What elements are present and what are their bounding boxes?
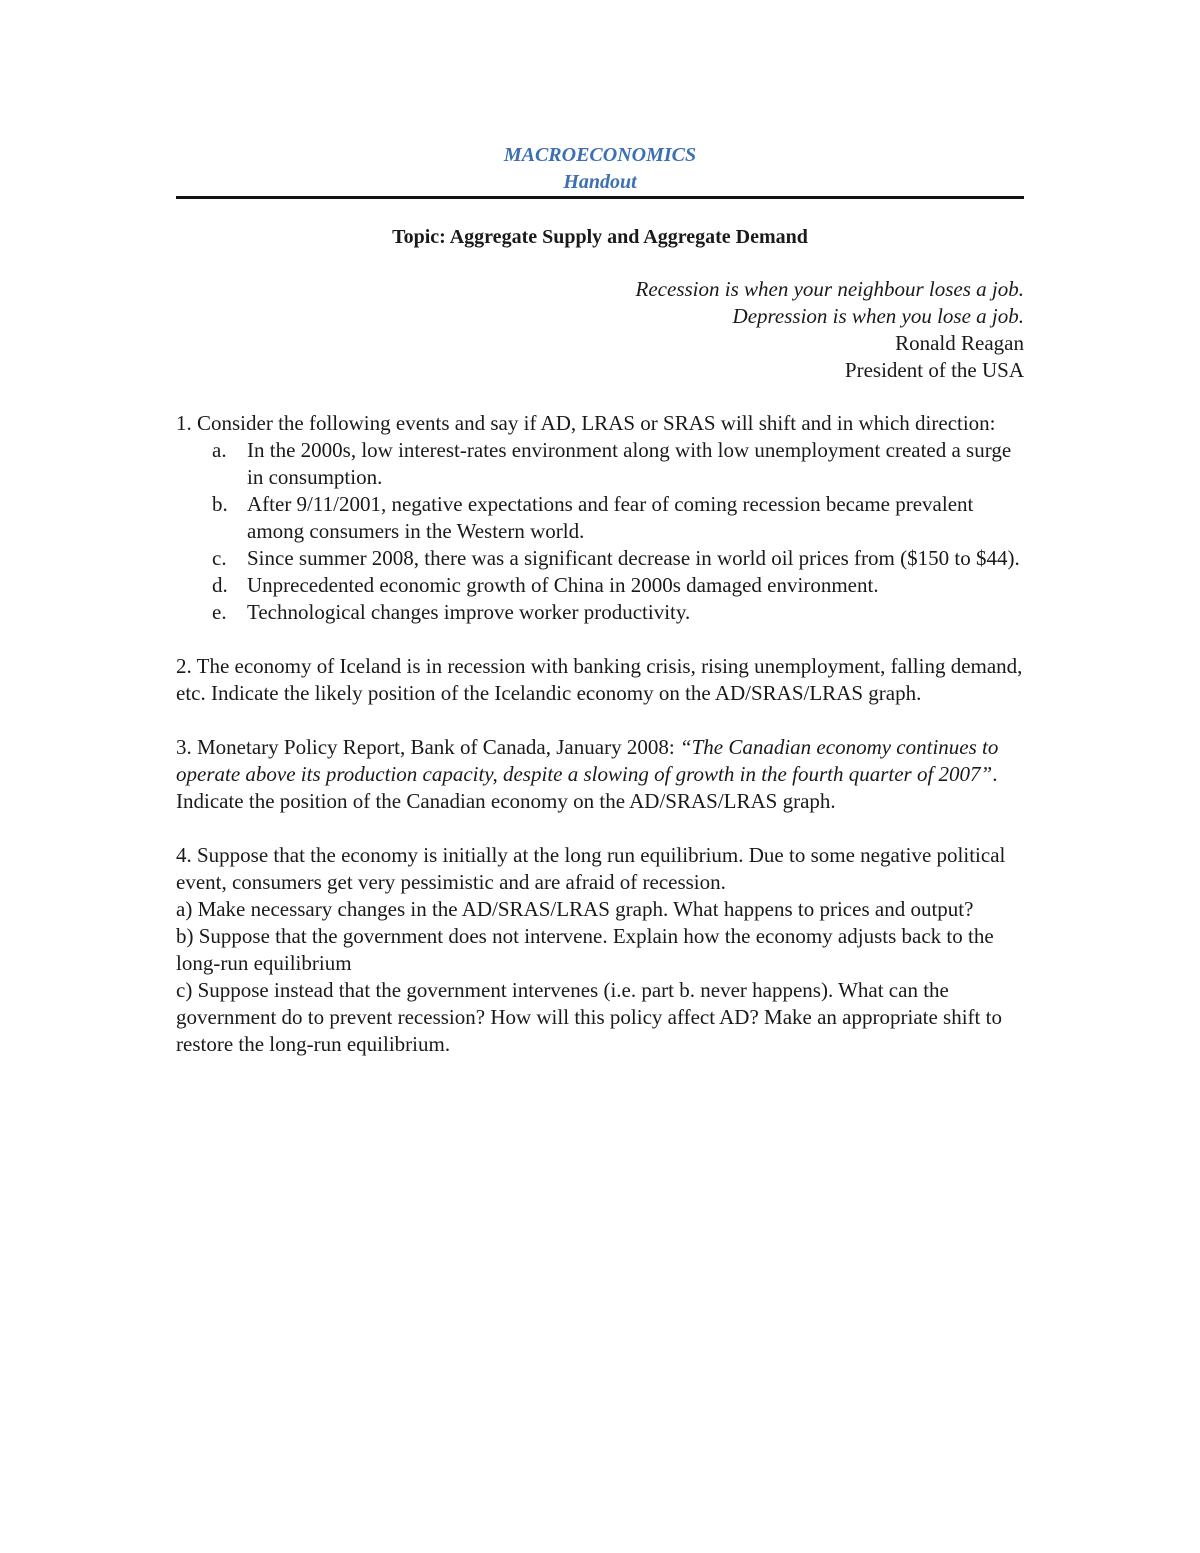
item-label: a.: [212, 438, 227, 462]
quote-author-role: President of the USA: [844, 358, 1024, 382]
quote-line-1: Recession is when your neighbour loses a job.: [635, 277, 1024, 301]
header-divider: [176, 196, 1024, 199]
question-1-items: [176, 437, 1024, 626]
question-4-part-b: b) Suppose that the government does not intervene. Explain how the economy adjusts back to the long-run equilibrium: [176, 924, 994, 975]
item-text: Unprecedented economic growth of China in 2000s damaged environment.: [247, 573, 879, 597]
item-label: c.: [212, 546, 227, 570]
item-label: d.: [212, 573, 228, 597]
quote-author: Ronald Reagan: [895, 331, 1024, 355]
question-3-quote: “The Canadian economy continues to operate above its production capacity, despite a slowing of growth in the fourth quarter of 2007”: [176, 735, 999, 786]
handout-subtitle: Handout: [563, 171, 637, 193]
question-4-stem: 4. Suppose that the economy is initially at the long run equilibrium. Due to some negative political event, consumers get very pessimistic and are afraid of recession.: [176, 843, 1006, 894]
item-text: In the 2000s, low interest-rates environment along with low unemployment created a surge in consumption.: [247, 438, 1012, 489]
list-item: [176, 437, 1024, 491]
question-4: [176, 842, 1024, 1058]
question-2: 2. The economy of Iceland is in recession with banking crisis, rising unemployment, falling demand, etc. Indicate the likely position of the Icelandic economy on the AD/SRAS/LRAS graph.: [176, 654, 1023, 705]
list-item: [176, 545, 1024, 572]
question-1: 1. Consider the following events and say if AD, LRAS or SRAS will shift and in which direction:: [176, 411, 996, 435]
list-item: [176, 491, 1024, 545]
topic-heading: Topic: Aggregate Supply and Aggregate Demand: [392, 226, 808, 248]
item-label: b.: [212, 492, 228, 516]
question-3: [176, 734, 1024, 815]
epigraph: [176, 276, 1024, 384]
list-item: [176, 572, 1024, 599]
question-4-part-c: c) Suppose instead that the government intervenes (i.e. part b. never happens). What can the government do to prevent recession? How will this policy affect AD? Make an appropriate shift to restore the long-run equilibrium.: [176, 978, 1002, 1056]
item-label: e.: [212, 600, 227, 624]
questions: [176, 410, 1024, 1058]
list-item: [176, 599, 1024, 626]
item-text: Since summer 2008, there was a significant decrease in world oil prices from ($150 to $44).: [247, 546, 1020, 570]
question-4-part-a: a) Make necessary changes in the AD/SRAS/LRAS graph. What happens to prices and output?: [176, 897, 974, 921]
document-header: [176, 142, 1024, 196]
item-text: Technological changes improve worker productivity.: [247, 600, 691, 624]
question-3-prefix: 3. Monetary Policy Report, Bank of Canada, January 2008:: [176, 735, 680, 759]
quote-line-2: Depression is when you lose a job.: [732, 304, 1024, 328]
question-3-suffix: . Indicate the position of the Canadian economy on the AD/SRAS/LRAS graph.: [176, 762, 998, 813]
course-title: MACROECONOMICS: [503, 144, 697, 166]
item-text: After 9/11/2001, negative expectations and fear of coming recession became prevalent among consumers in the Western world.: [247, 492, 974, 543]
